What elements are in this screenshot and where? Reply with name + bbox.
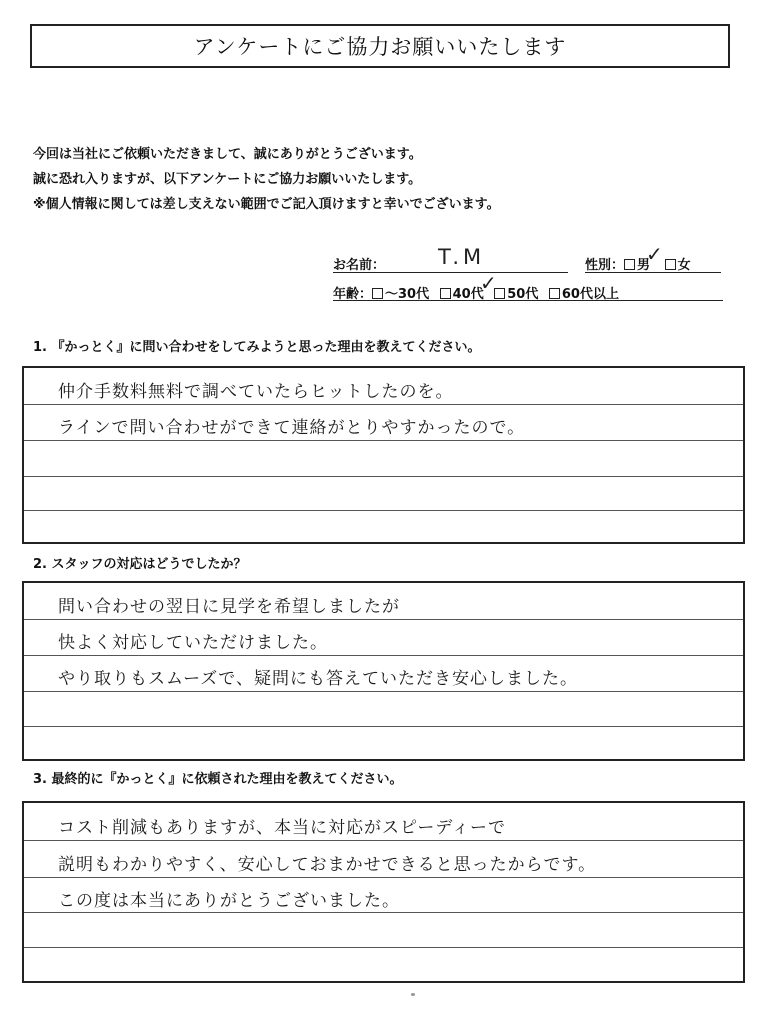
age-option: 40代 bbox=[452, 287, 484, 302]
gender-field bbox=[585, 254, 691, 273]
answer-box-1[interactable] bbox=[22, 366, 745, 544]
name-label: お名前： bbox=[333, 258, 386, 273]
gender-option-male: 男 bbox=[637, 258, 651, 273]
ruled-line bbox=[24, 476, 743, 477]
answer-line: 問い合わせの翌日に見学を希望しましたが bbox=[58, 597, 400, 617]
answer-line: ラインで問い合わせができて連絡がとりやすかったので。 bbox=[58, 418, 526, 438]
age-underline bbox=[333, 300, 723, 301]
gender-checkbox-female[interactable] bbox=[665, 259, 676, 270]
intro-line: 今回は当社にご依頼いただきまして、誠にありがとうございます。 bbox=[33, 147, 422, 162]
answer-line: この度は本当にありがとうございました。 bbox=[58, 891, 400, 911]
gender-checkbox-male[interactable] bbox=[624, 259, 635, 270]
ruled-line bbox=[24, 404, 743, 405]
intro-line: 誠に恐れ入りますが、以下アンケートにご協力お願いいたします。 bbox=[33, 172, 422, 187]
ruled-line bbox=[24, 947, 743, 948]
ruled-line bbox=[24, 840, 743, 841]
age-option: 60代以上 bbox=[561, 287, 619, 302]
check-mark-icon: ✓ bbox=[646, 242, 663, 266]
gender-label: 性別： bbox=[585, 258, 625, 273]
intro-line: ※個人情報に関しては差し支えない範囲でご記入頂けますと幸いでございます。 bbox=[33, 197, 500, 212]
name-underline bbox=[333, 272, 568, 273]
answer-line: やり取りもスムーズで、疑問にも答えていただき安心しました。 bbox=[58, 669, 578, 689]
gender-option-female: 女 bbox=[677, 258, 691, 273]
answer-line: 説明もわかりやすく、安心しておまかせできると思ったからです。 bbox=[58, 855, 597, 875]
check-mark-icon: ✓ bbox=[480, 271, 497, 295]
ruled-line bbox=[24, 510, 743, 511]
ruled-line bbox=[24, 877, 743, 878]
ruled-line bbox=[24, 726, 743, 727]
survey-title: アンケートにご協力お願いいたします bbox=[30, 24, 730, 68]
answer-line: コスト削減もありますが、本当に対応がスピーディーで bbox=[58, 818, 506, 838]
ruled-line bbox=[24, 912, 743, 913]
answer-box-2[interactable] bbox=[22, 581, 745, 761]
age-option: ～30代 bbox=[385, 287, 430, 302]
age-label: 年齢： bbox=[333, 287, 373, 302]
intro-text bbox=[33, 142, 500, 217]
scan-speck bbox=[411, 993, 415, 996]
question-1: 1. 『かっとく』に問い合わせをしてみようと思った理由を教えてください。 bbox=[33, 340, 481, 355]
age-checkbox-60s-plus[interactable] bbox=[549, 288, 560, 299]
ruled-line bbox=[24, 655, 743, 656]
gender-underline bbox=[585, 272, 721, 273]
name-value: T.M bbox=[438, 245, 486, 269]
question-2: 2. スタッフの対応はどうでしたか？ bbox=[33, 557, 247, 572]
answer-box-3[interactable] bbox=[22, 801, 745, 983]
age-checkbox-40s[interactable] bbox=[440, 288, 451, 299]
ruled-line bbox=[24, 691, 743, 692]
age-checkbox-under30[interactable] bbox=[372, 288, 383, 299]
ruled-line bbox=[24, 440, 743, 441]
answer-line: 快よく対応していただけました。 bbox=[58, 633, 328, 653]
answer-line: 仲介手数料無料で調べていたらヒットしたのを。 bbox=[58, 382, 454, 402]
ruled-line bbox=[24, 619, 743, 620]
question-3: 3. 最終的に『かっとく』に依頼された理由を教えてください。 bbox=[33, 772, 403, 787]
age-option: 50代 bbox=[507, 287, 539, 302]
